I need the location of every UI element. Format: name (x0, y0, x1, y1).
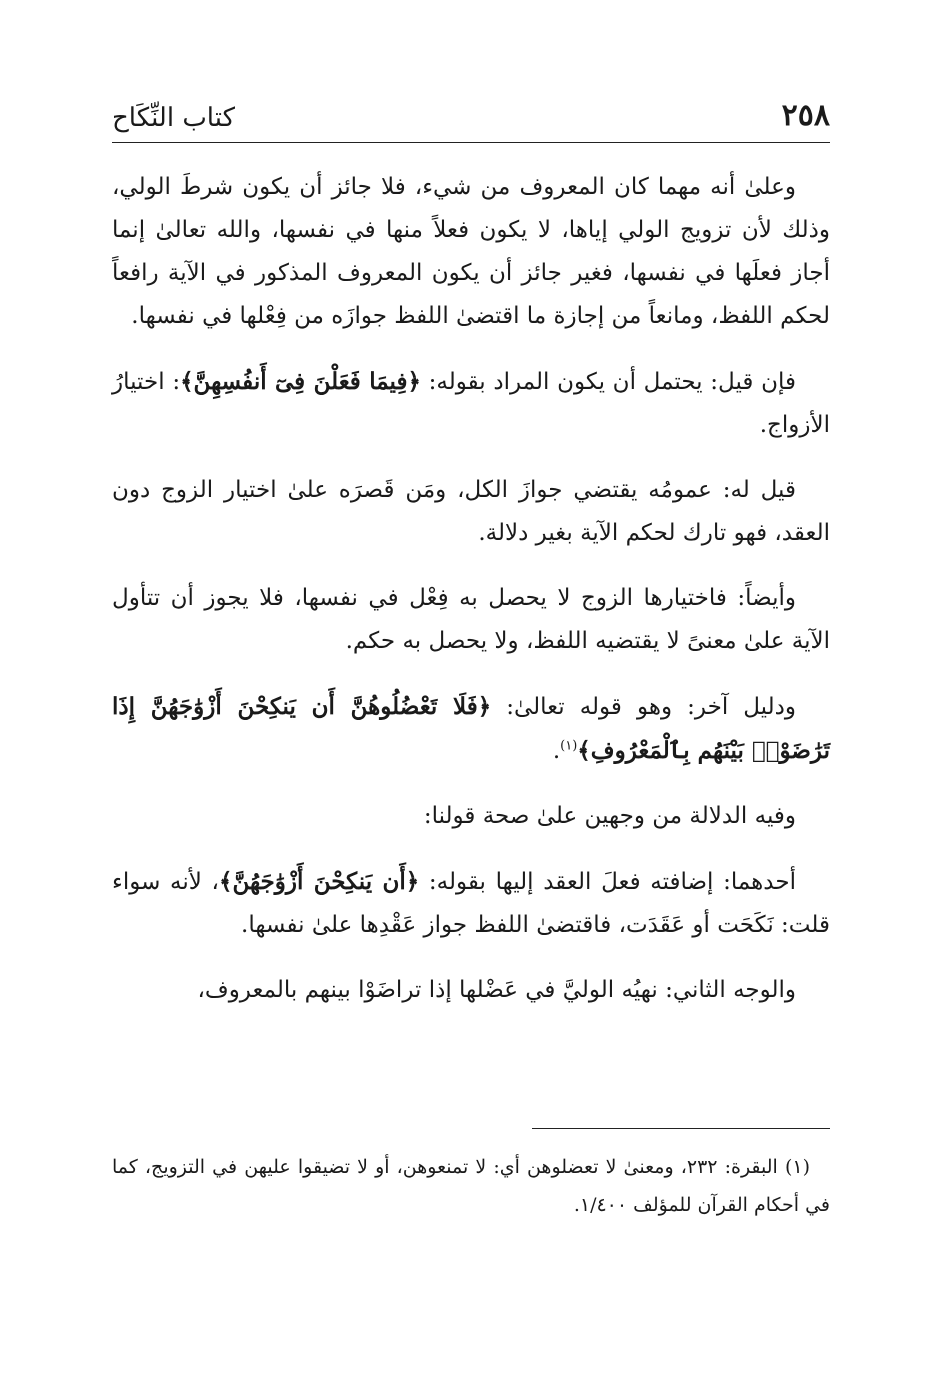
footnote-1: (١) البقرة: ٢٣٢، ومعنىٰ لا تعضلوهن أي: لا تمنعوهن، أو لا تضيقوا عليهن في التزويج، كما في أحكام القرآن للمؤلف ١/٤٠٠. (112, 1156, 830, 1216)
paragraph-5 (112, 685, 830, 773)
paragraph-2-lead: فإن قيل: يحتمل أن يكون المراد بقوله: (420, 369, 796, 395)
main-text (112, 166, 830, 1034)
footnote-divider (532, 1128, 830, 1129)
quran-verse-1: ﴿فِيمَا فَعَلْنَ فِىٓ أَنفُسِهِنَّ﴾ (180, 368, 421, 395)
quran-verse-2: ﴿فَلَا تَعْضُلُوهُنَّ أَن يَنكِحْنَ أَزْوَٰجَهُنَّ إِذَا تَرَٰضَوْا۟ بَيْنَهُم بِٱلْمَعْرُوفِ﴾ (112, 693, 830, 764)
paragraph-8: والوجه الثاني: نهيُه الوليَّ في عَضْلها إذا تراضَوْا بينهم بالمعروف، (197, 977, 796, 1003)
paragraph-5-lead: ودليل آخر: وهو قوله تعالىٰ: (491, 694, 796, 720)
paragraph-2-tail: : اختيارُ الأزواج. (112, 369, 830, 438)
page-number: ٢٥٨ (781, 98, 830, 133)
footnote-reference: (١) (560, 738, 578, 754)
page-header (112, 92, 830, 142)
paragraph-7 (112, 860, 830, 947)
header-divider (112, 142, 830, 143)
footnote-area (112, 1148, 830, 1224)
quran-verse-3: ﴿أَن يَنكِحْنَ أَزْوَٰجَهُنَّ﴾ (218, 868, 420, 895)
paragraph-4: وأيضاً: فاختيارها الزوج لا يحصل به فِعْل في نفسها، فلا يجوز أن تتأول الآية علىٰ معنىً لا يقتضيه اللفظ، ولا يحصل به حكم. (112, 585, 830, 654)
paragraph-6: وفيه الدلالة من وجهين علىٰ صحة قولنا: (423, 803, 796, 829)
paragraph-3: قيل له: عمومُه يقتضي جوازَ الكل، ومَن قَصرَه علىٰ اختيار الزوج دون العقد، فهو تارك لحكم الآية بغير دلالة. (112, 477, 830, 546)
paragraph-1: وعلىٰ أنه مهما كان المعروف من شيء، فلا جائز أن يكون شرطَ الولي، وذلك لأن تزويج الولي إياها، لا يكون فعلاً منها في نفسها، والله تعالىٰ إنما أجاز فعلَها في نفسها، فغير جائز أن يكون المعروف المذكور في الآية رافعاً لحكم اللفظ، ومانعاً من إجازة ما اقتضىٰ اللفظ جوازَه من فِعْلها في نفسها. (112, 174, 830, 329)
running-title: كتاب النِّكَاح (112, 103, 235, 133)
paragraph-5-tail: . (552, 738, 561, 764)
paragraph-7-lead: أحدهما: إضافته فعلَ العقد إليها بقوله: (419, 869, 796, 895)
paragraph-7-tail: ، لأنه سواء قلت: نَكَحَت أو عَقَدَت، فاقتضىٰ اللفظ جواز عَقْدِها علىٰ نفسها. (112, 869, 830, 938)
paragraph-2 (112, 360, 830, 447)
